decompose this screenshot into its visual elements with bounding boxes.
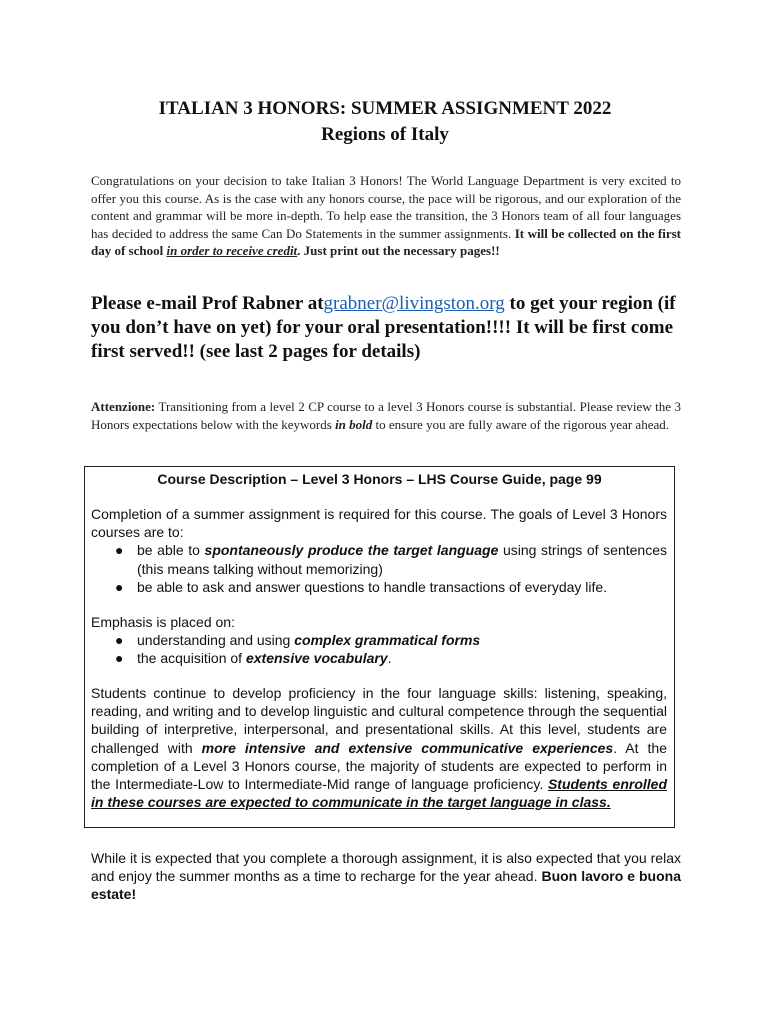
bullet-icon: ●: [115, 650, 124, 667]
list-item: [91, 541, 667, 577]
attention-keyword: in bold: [335, 416, 373, 432]
title-line-2: Regions of Italy: [321, 124, 449, 145]
attention-text: Transitioning from a level 2 CP course to a level 3 Honors course is substantial. Please review the 3 Honors expectations below with the keywords: [91, 399, 681, 432]
intro-end: . Just print out the necessary pages!!: [297, 243, 500, 258]
intro-text: Congratulations on your decision to take Italian 3 Honors! The World Language Department is very excited to offer you this course. As is the case with any honors course, the pace will be rigorous, and our exploration of the content and grammar will be more in-depth. To help ease the transition, the 3 Honors team of all four languages has decided to address the same Can Do Statements in the summer assignments.: [91, 173, 681, 241]
attention-label: Attenzione:: [91, 399, 156, 414]
closing-bold: Buon lavoro e buona estate!: [91, 868, 682, 903]
contact-suffix: to get your region (if you don’t have on yet) for your oral presentation!!!! It will be first come first served!! (see last 2 pages for details): [91, 293, 676, 362]
intro-paragraph: [91, 172, 681, 260]
proficiency-mid: . At the completion of a Level 3 Honors course, the majority of students are expected to perform in the Intermediate-Low to Intermediate-Mid range of language proficiency.: [91, 739, 668, 793]
emphasis-intro: Emphasis is placed on:: [91, 614, 235, 630]
contact-prefix: Please e-mail Prof Rabner at: [91, 293, 324, 314]
email-link[interactable]: grabner@livingston.org: [323, 293, 505, 314]
proficiency-bold-2: Students enrolled in these courses are expected to communicate in the target language in class.: [91, 776, 667, 811]
proficiency-text: Students continue to develop proficiency in the four language skills: listening, speaking, reading, and writing and to develop linguistic and cultural competence through the sequential building of interpretive, interpersonal, and presentational skills. At this level, students are challenged with: [91, 685, 667, 756]
attention-end: to ensure you are fully aware of the rigorous year ahead.: [372, 416, 669, 432]
list-item: [91, 631, 667, 649]
list-item: [91, 649, 667, 667]
goal-1-pre: be able to: [137, 542, 205, 559]
bullet-icon: ●: [115, 578, 124, 595]
title-line-1: ITALIAN 3 HONORS: SUMMER ASSIGNMENT 2022: [158, 98, 612, 119]
emphasis-section: [91, 613, 667, 668]
proficiency-paragraph: [91, 684, 667, 811]
bullet-icon: ●: [115, 542, 124, 559]
intro-credit: in order to receive credit: [166, 243, 298, 258]
closing-text: While it is expected that you complete a thorough assignment, it is also expected that you relax and enjoy the summer months as a time to recharge for the year ahead.: [91, 850, 681, 885]
emphasis-2-post: .: [387, 650, 392, 667]
emphasis-2-pre: the acquisition of: [137, 650, 246, 667]
goals-list: [91, 541, 667, 596]
list-item: [91, 578, 667, 596]
goals-section: [91, 505, 667, 596]
emphasis-1-bold: complex grammatical forms: [294, 632, 481, 649]
course-description-box: [84, 466, 675, 828]
emphasis-list: [91, 631, 667, 667]
intro-bold: It will be collected on the first day of school: [91, 225, 681, 258]
closing-paragraph: [91, 849, 681, 904]
attention-paragraph: [91, 398, 681, 433]
goals-intro: Completion of a summer assignment is required for this course. The goals of Level 3 Honors courses are to:: [91, 506, 667, 541]
goal-2: be able to ask and answer questions to handle transactions of everyday life.: [137, 578, 608, 595]
document-title: [0, 96, 770, 148]
proficiency-bold-1: more intensive and extensive communicative experiences: [201, 739, 614, 756]
bullet-icon: ●: [115, 632, 124, 649]
emphasis-2-bold: extensive vocabulary: [245, 650, 388, 667]
goal-1-bold: spontaneously produce the target language: [204, 542, 499, 559]
goal-1-post: using strings of sentences (this means talking without memorizing): [137, 542, 667, 577]
contact-paragraph: [91, 292, 691, 364]
course-box-heading: Course Description – Level 3 Honors – LHS Course Guide, page 99: [157, 471, 602, 487]
emphasis-1-pre: understanding and using: [137, 632, 295, 649]
